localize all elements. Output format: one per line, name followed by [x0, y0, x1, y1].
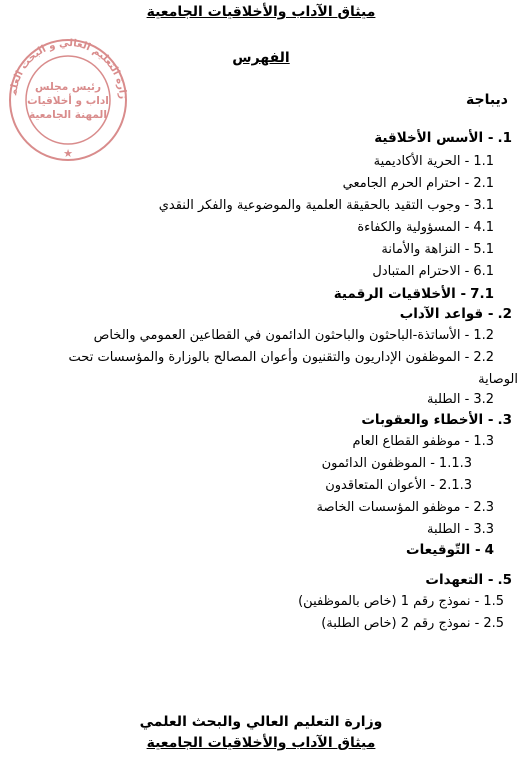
toc-title: الفهرس — [232, 50, 290, 66]
stamp-line-1: رئيس مجلس — [35, 81, 101, 93]
toc-item-2-2: 2.2- الموظفون الإداريون والتقنيون وأعوان المصالح بالوزارة والمؤسسات تحت — [68, 350, 494, 365]
toc-item-1-1: 1.1- الحرية الأكاديمية — [373, 154, 494, 169]
toc-number: 2. — [497, 306, 512, 322]
toc-item-2-1: 1.2- الأساتذة-الباحثون والباحثون الدائمون في القطاعين العمومي والخاص — [93, 328, 494, 343]
toc-item-section-1: 1.- الأسس الأخلاقية — [374, 130, 512, 146]
toc-text: الطلبة — [427, 522, 461, 537]
toc-text: نموذج رقم 2 (خاص الطلبة) — [321, 616, 471, 631]
toc-item-2-2-continued — [478, 372, 518, 387]
toc-item-section-3: 3.- الأخطاء والعقوبات — [361, 412, 512, 428]
toc-item-section-2: 2.- قواعد الآداب — [399, 306, 512, 322]
toc-item-3-2: 2.3- موظفو المؤسسات الخاصة — [316, 500, 494, 515]
toc-text: الأسس الأخلاقية — [374, 130, 484, 146]
toc-item-5-1: 1.5- نموذج رقم 1 (خاص بالموظفين) — [298, 594, 504, 609]
toc-text: النزاهة والأمانة — [381, 242, 461, 257]
toc-text: قواعد الآداب — [399, 306, 484, 322]
toc-text: الأعوان المتعاقدون — [325, 478, 427, 493]
toc-number: 1.1.3 — [438, 456, 472, 471]
toc-item-5-2: 2.5- نموذج رقم 2 (خاص الطلبة) — [321, 616, 504, 631]
toc-text: الموظفون الدائمون — [321, 456, 427, 471]
stamp-line-3: المهنة الجامعية — [29, 109, 107, 121]
toc-text: الوصاية — [478, 372, 518, 387]
toc-text: الاحترام المتبادل — [372, 264, 461, 279]
toc-item-section-4: 4- التّوقيعات — [406, 542, 494, 558]
toc-item-3-1-1: 1.1.3- الموظفون الدائمون — [321, 456, 472, 471]
toc-text: الأخلاقيات الرقمية — [333, 286, 456, 302]
toc-text: احترام الحرم الجامعي — [342, 176, 461, 191]
document-header-title: ميثاق الآداب والأخلاقيات الجامعية — [146, 4, 376, 20]
toc-item-1-2: 2.1- احترام الحرم الجامعي — [342, 176, 494, 191]
toc-text: التّوقيعات — [406, 542, 471, 558]
toc-item-1-4: 4.1- المسؤولية والكفاءة — [357, 220, 494, 235]
toc-number: 1.1 — [473, 154, 494, 169]
toc-item-1-5: 5.1- النزاهة والأمانة — [381, 242, 494, 257]
toc-text: الأساتذة-الباحثون والباحثون الدائمون في القطاعين العمومي والخاص — [93, 328, 461, 343]
toc-number: 1.2 — [473, 328, 494, 343]
toc-number: 5.1 — [473, 242, 494, 257]
toc-number: 4 — [484, 542, 494, 558]
footer-charter-title: ميثاق الآداب والأخلاقيات الجامعية — [146, 735, 376, 751]
toc-number: 6.1 — [473, 264, 494, 279]
toc-number: 5. — [497, 572, 512, 588]
toc-item-2-3: 3.2- الطلبة — [427, 392, 494, 407]
toc-text: وجوب التقيد بالحقيقة العلمية والموضوعية والفكر النقدي — [158, 198, 461, 213]
toc-number: 7.1 — [470, 286, 494, 302]
toc-number: 2.1 — [473, 176, 494, 191]
toc-number: 1.3 — [473, 434, 494, 449]
toc-item-section-5: 5.- التعهدات — [425, 572, 512, 588]
toc-text: نموذج رقم 1 (خاص بالموظفين) — [298, 594, 471, 609]
stamp-line-2: اداب و أخلاقيات — [27, 95, 109, 107]
toc-text: المسؤولية والكفاءة — [357, 220, 461, 235]
toc-number: 2.5 — [483, 616, 504, 631]
toc-text: الأخطاء والعقوبات — [361, 412, 484, 428]
toc-item-1-6: 6.1- الاحترام المتبادل — [372, 264, 494, 279]
toc-number: 2.3 — [473, 500, 494, 515]
toc-text: التعهدات — [425, 572, 484, 588]
official-stamp — [6, 36, 130, 166]
stamp-text — [6, 80, 130, 122]
svg-text:وزارة التعليم العالي و البحث ا: زارة التعليم العالي و البحث العلم — [8, 37, 129, 100]
toc-text: الموظفون الإداريون والتقنيون وأعوان المصالح بالوزارة والمؤسسات تحت — [68, 350, 461, 365]
toc-number: 3.3 — [473, 522, 494, 537]
toc-number: 3.2 — [473, 392, 494, 407]
footer-ministry: وزارة التعليم العالي والبحث العلمي — [139, 714, 383, 730]
toc-number: 2.1.3 — [438, 478, 472, 493]
toc-number: 2.2 — [473, 350, 494, 365]
toc-number: 4.1 — [473, 220, 494, 235]
svg-text:★: ★ — [63, 147, 73, 160]
toc-text: موظفو القطاع العام — [352, 434, 461, 449]
toc-item-3-1-2: 2.1.3- الأعوان المتعاقدون — [325, 478, 472, 493]
toc-number: 3. — [497, 412, 512, 428]
toc-item-1-3: 3.1- وجوب التقيد بالحقيقة العلمية والموضوعية والفكر النقدي — [158, 198, 494, 213]
toc-number: 3.1 — [473, 198, 494, 213]
toc-item-1-7: 7.1- الأخلاقيات الرقمية — [333, 286, 494, 302]
toc-number: 1. — [497, 130, 512, 146]
toc-number: 1.5 — [483, 594, 504, 609]
toc-text: الحرية الأكاديمية — [373, 154, 461, 169]
toc-item-3-1: 1.3- موظفو القطاع العام — [352, 434, 494, 449]
preface-heading: ديباجة — [466, 92, 508, 108]
toc-text: موظفو المؤسسات الخاصة — [316, 500, 461, 515]
toc-item-3-3: 3.3- الطلبة — [427, 522, 494, 537]
toc-text: الطلبة — [427, 392, 461, 407]
